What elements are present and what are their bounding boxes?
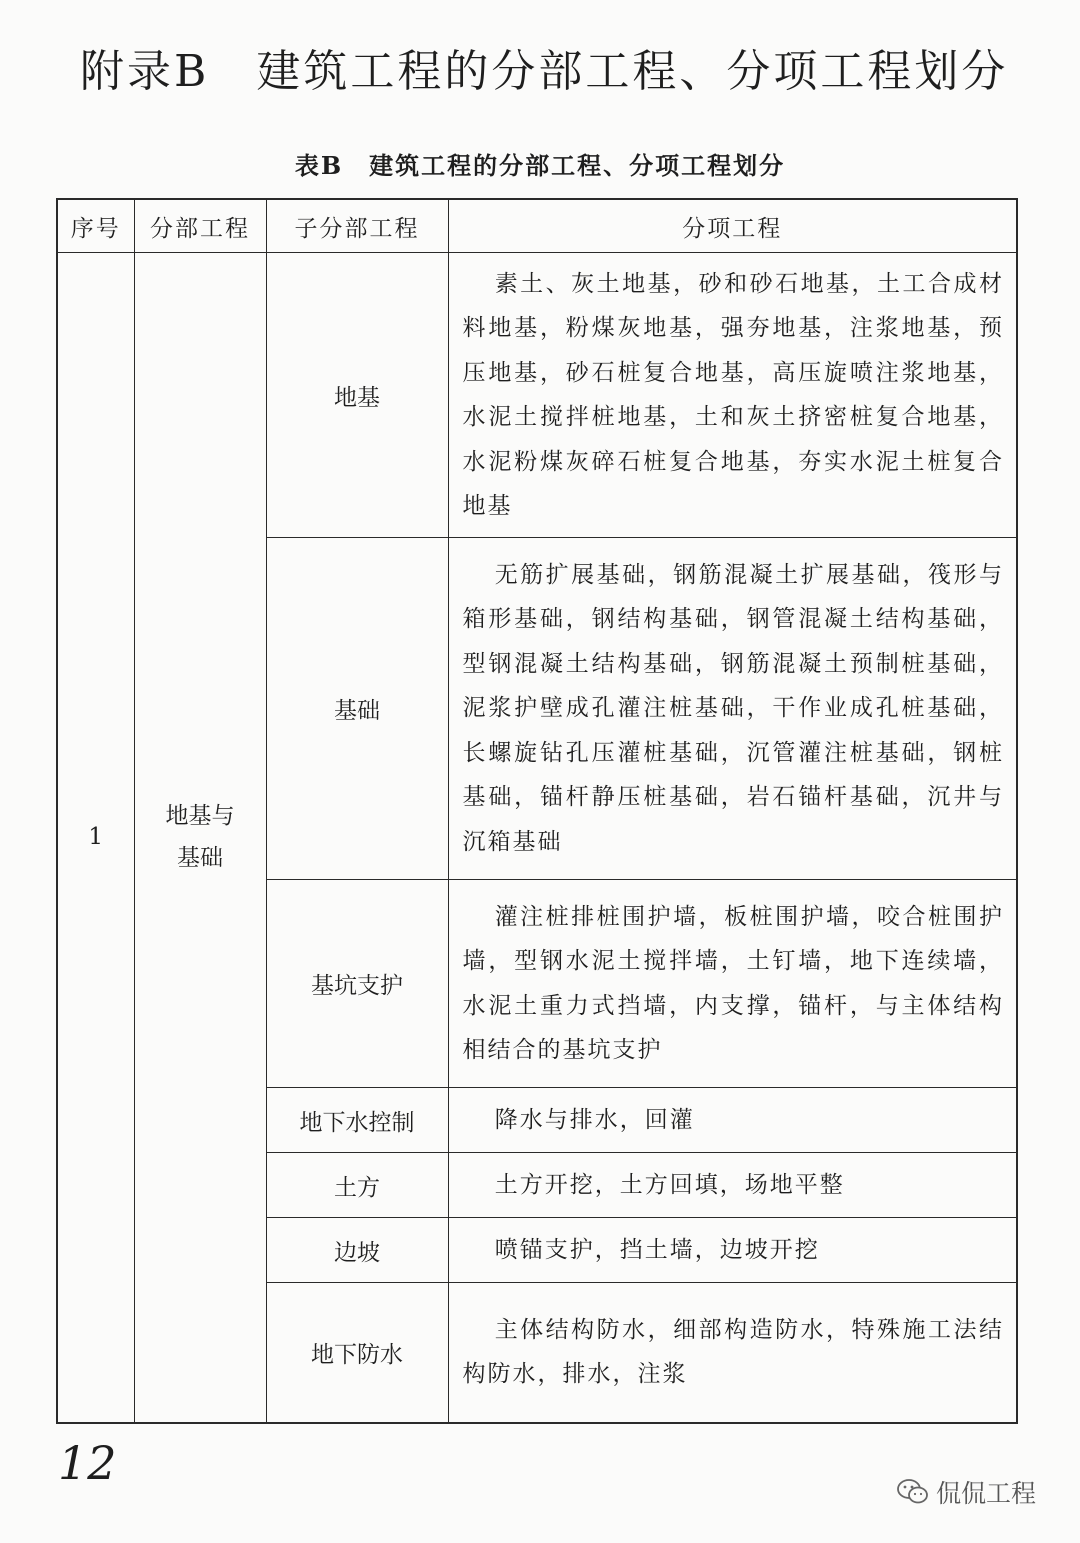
subdivision-cell: 地基 — [266, 253, 448, 538]
items-text: 素土、灰土地基，砂和砂石地基，土工合成材料地基，粉煤灰地基，强夯地基，注浆地基，预压地基，砂石桩复合地基，高压旋喷注浆地基，水泥土搅拌桩地基，土和灰土挤密桩复合地基，水泥粉煤灰碎石桩复合地基，夯实水泥土桩复合地基 — [462, 270, 1004, 519]
seq-cell: 1 — [57, 253, 134, 1423]
header-items: 分项工程 — [448, 199, 1017, 253]
items-text: 降水与排水，回灌 — [494, 1106, 695, 1133]
items-cell — [448, 253, 1017, 538]
items-cell — [448, 538, 1017, 880]
items-text: 灌注桩排桩围护墙，板桩围护墙，咬合桩围护墙，型钢水泥土搅拌墙，土钉墙，地下连续墙，水泥土重力式挡墙，内支撑，锚杆，与主体结构相结合的基坑支护 — [462, 903, 1004, 1063]
page-title: 附录B 建筑工程的分部工程、分项工程划分 — [80, 46, 1009, 98]
items-text: 无筋扩展基础，钢筋混凝土扩展基础，筏形与箱形基础，钢结构基础，钢管混凝土结构基础，型钢混凝土结构基础，钢筋混凝土预制桩基础，泥浆护壁成孔灌注桩基础，干作业成孔桩基础，长螺旋钻孔压灌桩基础，沉管灌注桩基础，钢桩基础，锚杆静压桩基础，岩石锚杆基础，沉井与沉箱基础 — [462, 561, 1004, 855]
subdivision-cell: 基坑支护 — [266, 880, 448, 1088]
items-text: 主体结构防水，细部构造防水，特殊施工法结构防水，排水，注浆 — [462, 1316, 1004, 1388]
subdivision-cell: 边坡 — [266, 1218, 448, 1283]
watermark — [896, 1474, 1036, 1510]
header-seq: 序号 — [57, 199, 134, 253]
items-cell — [448, 880, 1017, 1088]
division-table — [56, 198, 1018, 1424]
division-label: 地基与基础 — [165, 803, 235, 872]
division-cell — [134, 253, 266, 1423]
items-cell — [448, 1218, 1017, 1283]
watermark-text: 侃侃工程 — [936, 1479, 1037, 1508]
header-subdivision: 子分部工程 — [266, 199, 448, 253]
items-text: 喷锚支护，挡土墙，边坡开挖 — [494, 1236, 820, 1263]
subdivision-cell: 地下水控制 — [266, 1088, 448, 1153]
subdivision-cell: 基础 — [266, 538, 448, 880]
subdivision-cell: 地下防水 — [266, 1283, 448, 1423]
items-text: 土方开挖，土方回填，场地平整 — [494, 1171, 845, 1198]
table-header-row — [57, 199, 1017, 253]
wechat-icon — [896, 1478, 930, 1506]
header-division: 分部工程 — [134, 199, 266, 253]
page-number: 12 — [58, 1436, 117, 1490]
table-title: 表B 建筑工程的分部工程、分项工程划分 — [294, 151, 786, 180]
table-row — [57, 253, 1017, 538]
subdivision-cell: 土方 — [266, 1153, 448, 1218]
items-cell — [448, 1283, 1017, 1423]
items-cell — [448, 1153, 1017, 1218]
items-cell — [448, 1088, 1017, 1153]
